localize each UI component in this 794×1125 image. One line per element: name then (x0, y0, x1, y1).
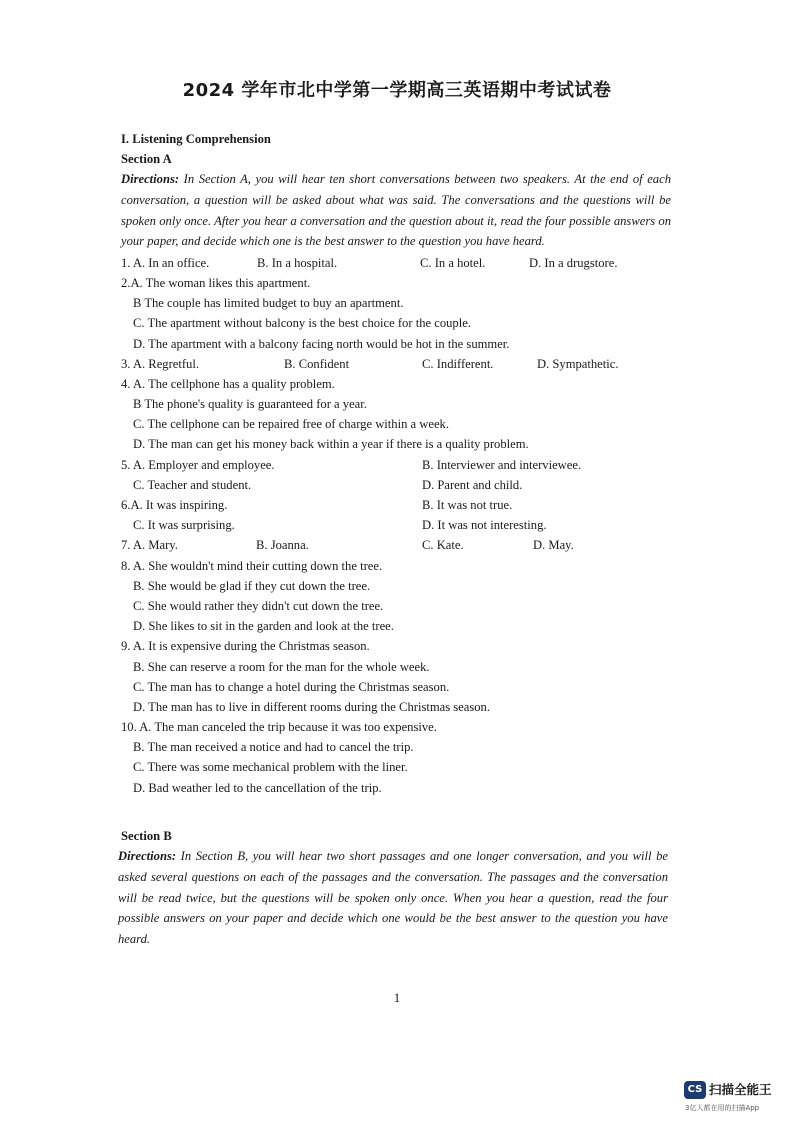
exam-title: 2024 学年市北中学第一学期高三英语期中考试试卷 (182, 80, 612, 101)
question-8-option-a: 8. A. She wouldn't mind their cutting down the tree. (121, 558, 383, 573)
option-a: 7. A. Mary. (121, 538, 178, 553)
question-4-option-d: D. The man can get his money back within a year if there is a quality problem. (133, 437, 529, 452)
question-1 (121, 253, 671, 273)
question-10-option-a: 10. A. The man canceled the trip because it was too expensive. (121, 720, 437, 735)
question-8-option-d: D. She likes to sit in the garden and look at the tree. (133, 619, 394, 634)
question-6-row-2 (121, 515, 671, 535)
scanner-watermark (684, 1079, 790, 1119)
option-a: 3. A. Regretful. (121, 356, 199, 371)
question-8-option-b: B. She would be glad if they cut down the tree. (133, 578, 371, 593)
option-a: 5. A. Employer and employee. (121, 457, 275, 472)
option-d: D. In a drugstore. (529, 255, 618, 270)
directions-text: In Section A, you will hear ten short conversations between two speakers. At the end of each conversation, a question will be asked about what was said. The conversations and the questions will be spoken only once. After you hear a conversation and the question about it, read the four possible answers on your paper, and decide which one is the best answer to the question you have heard. (121, 172, 671, 249)
option-b: B. It was not true. (422, 498, 513, 512)
section-b-directions (118, 846, 668, 950)
option-d: D. Sympathetic. (537, 356, 619, 371)
question-10-option-d: D. Bad weather led to the cancellation of the trip. (133, 780, 382, 795)
directions-text: In Section B, you will hear two short passages and one longer conversation, and you will be asked several questions on each of the passages and the conversation. The passages and the conversation will be read twice, but the questions will be spoken only once. When you hear a question, read the four possible answers on your paper and decide which one would be the best answer to the question you have heard. (118, 849, 668, 947)
question-9-option-b: B. She can reserve a room for the man for the whole week. (133, 659, 430, 674)
scanner-tagline: 3亿人都在用的扫描App (685, 1104, 760, 1112)
option-b: B. Joanna. (256, 538, 309, 553)
directions-label: Directions: (118, 849, 177, 863)
scanner-app-name: 扫描全能王 (709, 1082, 772, 1097)
option-c: C. Indifferent. (422, 356, 494, 371)
option-d: D. May. (533, 538, 574, 553)
section-a-directions (121, 169, 671, 251)
question-2-option-b: B The couple has limited budget to buy an apartment. (133, 296, 404, 311)
question-2-option-c: C. The apartment without balcony is the best choice for the couple. (133, 316, 471, 331)
question-3 (121, 354, 671, 374)
question-4-option-b: B The phone's quality is guaranteed for a year. (133, 397, 367, 412)
option-b: B. Interviewer and interviewee. (422, 457, 582, 472)
question-9-option-c: C. The man has to change a hotel during the Christmas season. (133, 679, 450, 694)
directions-label: Directions: (121, 172, 180, 187)
question-5-row-2 (121, 475, 671, 495)
question-4-option-c: C. The cellphone can be repaired free of charge within a week. (133, 417, 449, 432)
question-7 (121, 535, 671, 555)
page-number: 1 (393, 990, 401, 1005)
option-c: C. Kate. (422, 538, 464, 553)
question-8-option-c: C. She would rather they didn't cut down the tree. (133, 598, 384, 613)
question-2-option-d: D. The apartment with a balcony facing north would be hot in the summer. (133, 336, 510, 351)
option-a: 6.A. It was inspiring. (121, 498, 228, 512)
question-6-row-1 (121, 495, 671, 515)
part-heading: I. Listening Comprehension (121, 132, 271, 146)
option-c: C. In a hotel. (420, 255, 486, 270)
option-d: D. Parent and child. (422, 477, 523, 492)
question-4-option-a: 4. A. The cellphone has a quality problem. (121, 376, 335, 391)
option-c: C. Teacher and student. (133, 477, 252, 492)
option-b: B. Confident (284, 356, 350, 371)
question-2-option-a: 2.A. The woman likes this apartment. (121, 275, 311, 290)
option-d: D. It was not interesting. (422, 518, 547, 533)
section-a-heading: Section A (121, 152, 172, 167)
question-10-option-b: B. The man received a notice and had to cancel the trip. (133, 740, 414, 755)
option-b: B. In a hospital. (257, 255, 338, 270)
option-a: 1. A. In an office. (121, 255, 210, 270)
question-9-option-a: 9. A. It is expensive during the Christmas season. (121, 639, 370, 654)
question-5-row-1 (121, 455, 671, 475)
question-9-option-d: D. The man has to live in different rooms during the Christmas season. (133, 699, 490, 714)
section-b-heading: Section B (121, 828, 172, 843)
exam-content (118, 129, 671, 950)
option-c: C. It was surprising. (133, 518, 235, 533)
question-10-option-c: C. There was some mechanical problem with the liner. (133, 760, 408, 775)
camscanner-logo-icon: CS (684, 1081, 706, 1099)
